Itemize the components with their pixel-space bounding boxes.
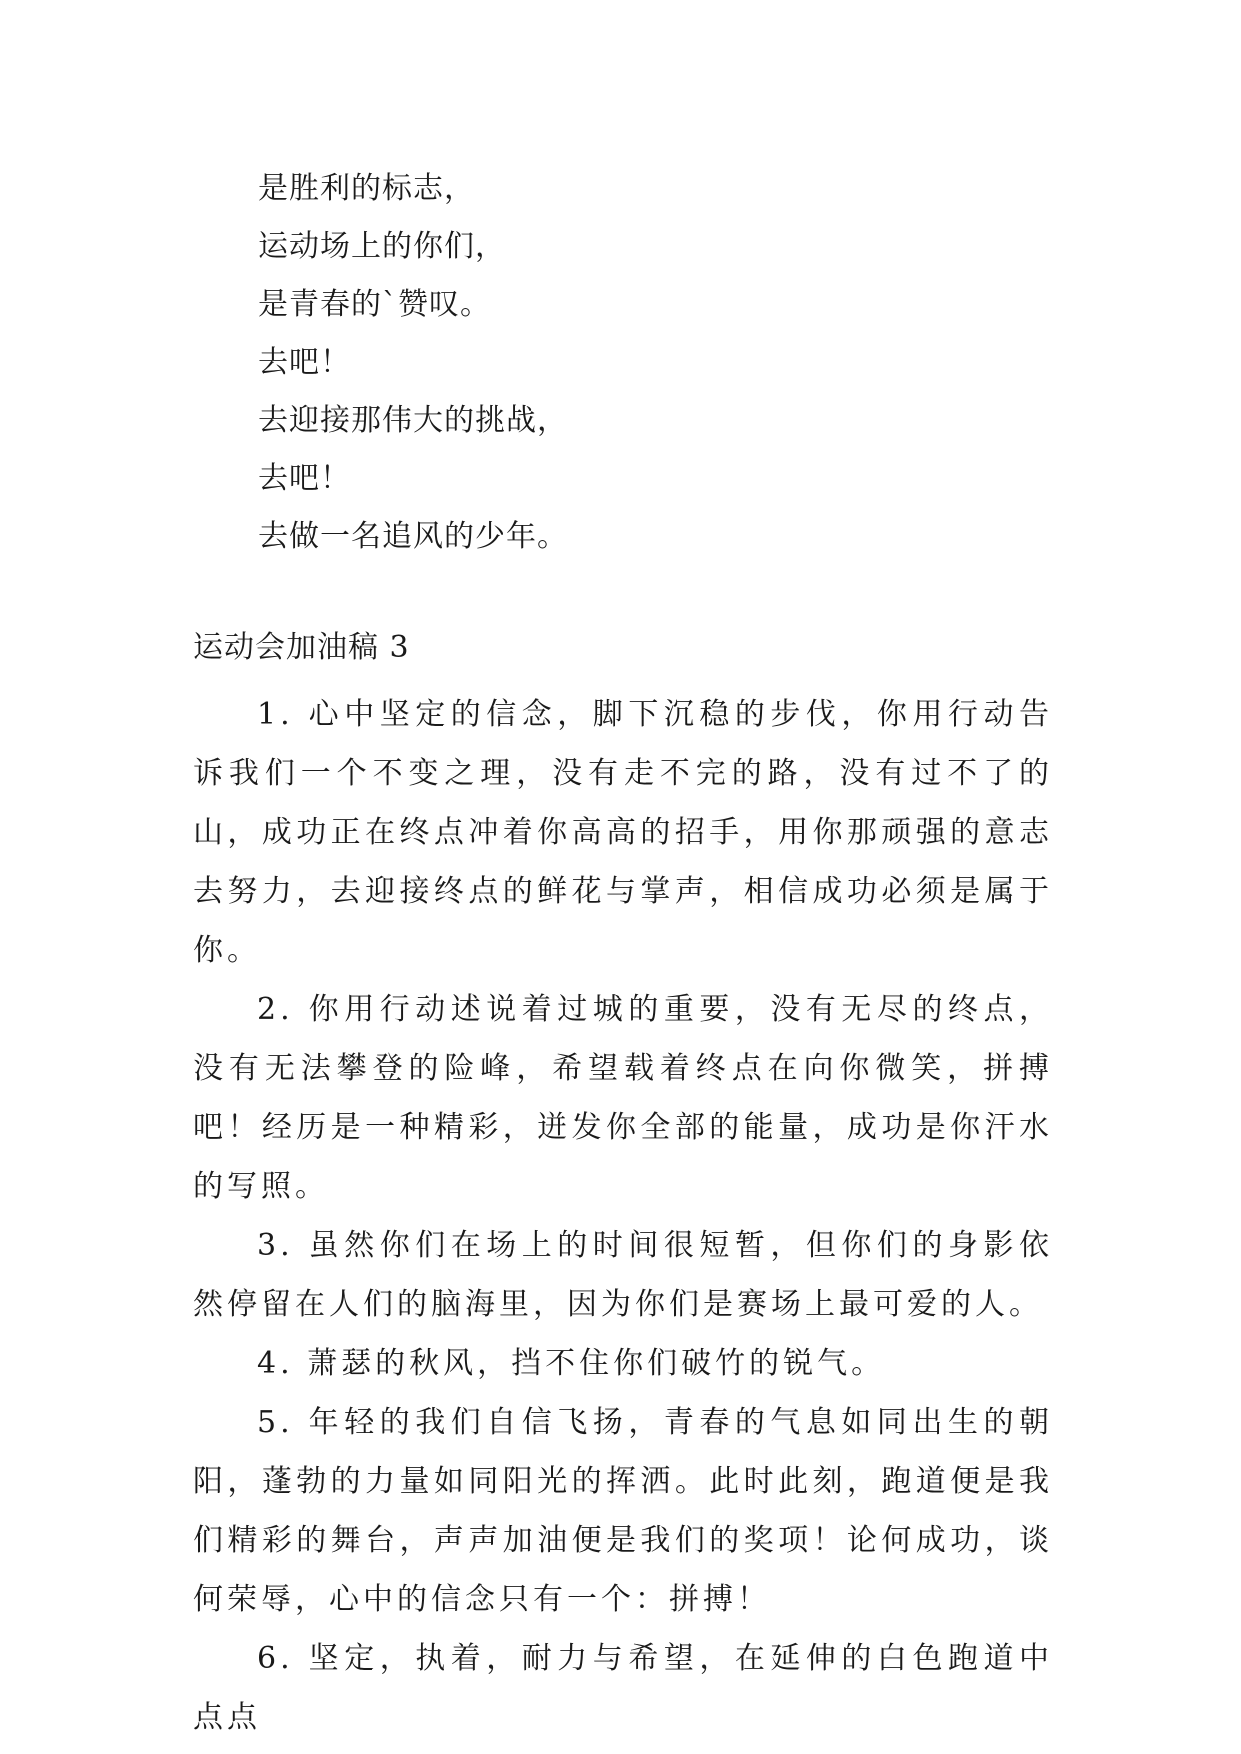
poem-line: 去做一名追风的少年。 xyxy=(258,519,568,554)
body-text xyxy=(193,685,1053,1747)
paragraph-2: 2. 你用行动述说着过城的重要，没有无尽的终点，没有无法攀登的险峰，希望载着终点在向你微笑，拼搏吧！经历是一种精彩，迸发你全部的能量，成功是你汗水的写照。 xyxy=(193,992,1053,1204)
section-title: 运动会加油稿 3 xyxy=(193,630,410,665)
poem-line: 去吧！ xyxy=(258,345,351,380)
paragraph-3: 3. 虽然你们在场上的时间很短暂，但你们的身影依然停留在人们的脑海里，因为你们是赛场上最可爱的人。 xyxy=(193,1228,1053,1322)
poem-block xyxy=(258,160,568,566)
paragraph-4: 4. 萧瑟的秋风，挡不住你们破竹的锐气。 xyxy=(257,1346,886,1381)
poem-line: 去吧！ xyxy=(258,461,351,496)
paragraph-1: 1. 心中坚定的信念，脚下沉稳的步伐，你用行动告诉我们一个不变之理，没有走不完的路，没有过不了的山，成功正在终点冲着你高高的招手，用你那顽强的意志去努力，去迎接终点的鲜花与掌声，相信成功必须是属于你。 xyxy=(193,697,1053,968)
poem-line: 去迎接那伟大的挑战， xyxy=(258,403,568,438)
paragraph-6: 6. 坚定，执着，耐力与希望，在延伸的白色跑道中点点 xyxy=(193,1641,1053,1735)
poem-line: 是胜利的标志， xyxy=(258,171,475,206)
poem-line: 是青春的`赞叹。 xyxy=(258,287,491,322)
poem-line: 运动场上的你们， xyxy=(258,229,506,264)
paragraph-5: 5. 年轻的我们自信飞扬，青春的气息如同出生的朝阳，蓬勃的力量如同阳光的挥洒。此时此刻，跑道便是我们精彩的舞台，声声加油便是我们的奖项！论何成功，谈何荣辱，心中的信念只有一个：拼搏！ xyxy=(193,1405,1053,1617)
